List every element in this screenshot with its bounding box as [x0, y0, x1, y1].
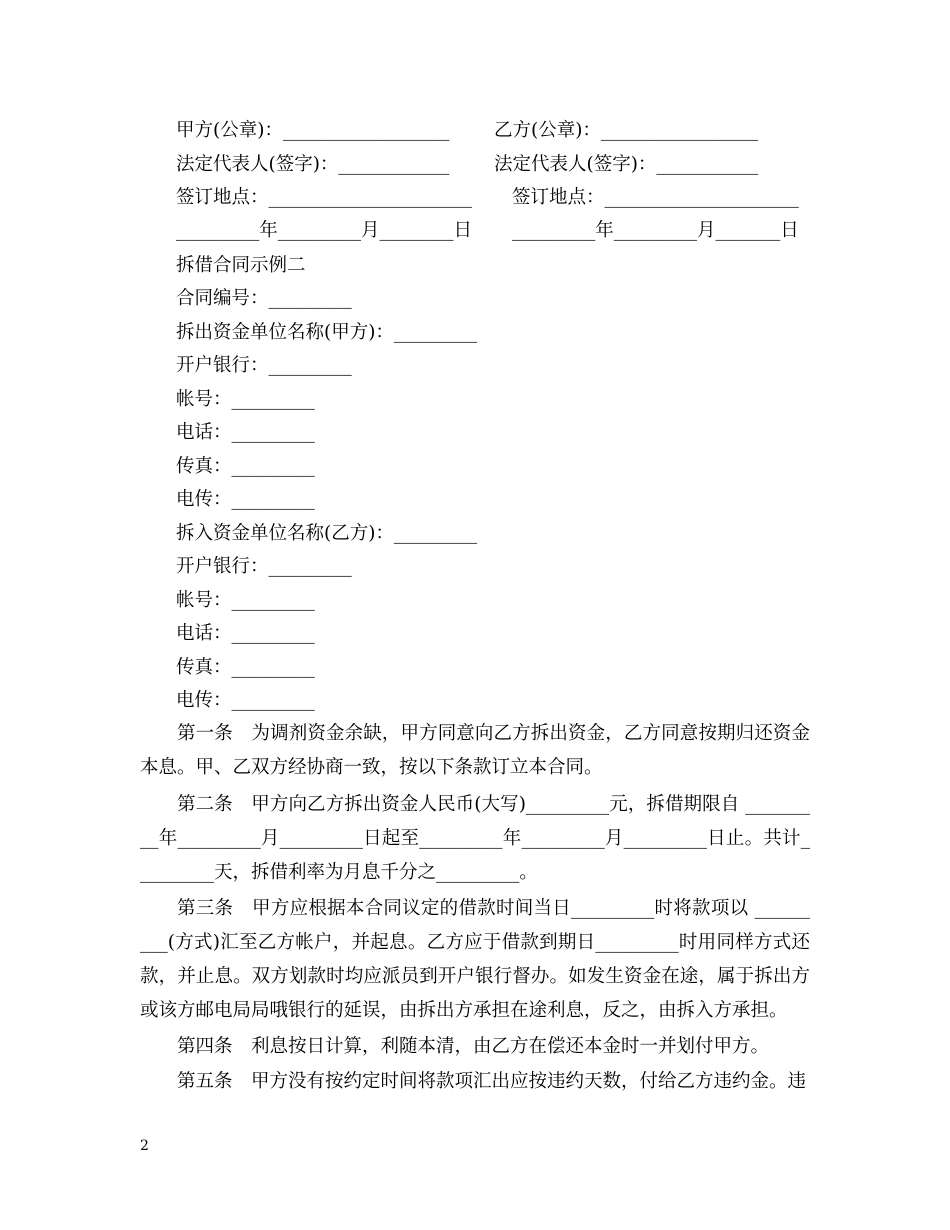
field-borrower-telex: 电传：_________	[176, 690, 315, 711]
party-a-representative-line: 法定代表人(签字)：____________	[176, 154, 450, 175]
contract-heading: 拆借合同示例二	[176, 255, 306, 276]
article-4: 第四条 利息按日计算，利随本清，由乙方在偿还本金时一并划付甲方。	[177, 1036, 770, 1057]
field-borrower-phone: 电话：_________	[176, 623, 315, 644]
field-borrower-account: 帐号：_________	[176, 590, 315, 611]
party-b-seal-line: 乙方(公章)：_________________	[494, 120, 759, 141]
field-lender-bank: 开户银行：_________	[176, 355, 352, 376]
field-lender-fax: 传真：_________	[176, 456, 315, 477]
party-a-date-line: _________年_________月________日	[176, 220, 473, 241]
field-borrower-name: 拆入资金单位名称(乙方)：_________	[176, 523, 478, 544]
field-lender-account: 帐号：_________	[176, 389, 315, 410]
field-lender-phone: 电话：_________	[176, 422, 315, 443]
article-5: 第五条 甲方没有按约定时间将款项汇出应按违约天数，付给乙方违约金。违	[177, 1071, 807, 1092]
party-b-representative-line: 法定代表人(签字)：___________	[494, 154, 759, 175]
field-contract-number: 合同编号：_________	[176, 288, 352, 309]
page-number: 2	[140, 1138, 149, 1154]
field-borrower-fax: 传真：_________	[176, 657, 315, 678]
party-a-seal-line: 甲方(公章)：__________________	[176, 120, 450, 141]
field-borrower-bank: 开户银行：_________	[176, 556, 352, 577]
party-a-signing-place-line: 签订地点：______________________	[176, 187, 473, 208]
party-b-signing-place-line: 签订地点：_____________________	[512, 187, 799, 208]
field-lender-name: 拆出资金单位名称(甲方)：_________	[176, 322, 478, 343]
field-lender-telex: 电传：_________	[176, 489, 315, 510]
party-b-date-line: _________年_________月_______日	[512, 220, 799, 241]
article-1: 第一条 为调剂资金余缺，甲方同意向乙方拆出资金，乙方同意按期归还资金本息。甲、乙双方经协商一致，按以下条款订立本合同。	[140, 723, 810, 778]
article-2: 第二条 甲方向乙方拆出资金人民币(大写)_________元，拆借期限自 _________年_________月_________日起至_________年_________月_________日止。共计_________天，拆借利率为月息千分之_________。	[140, 794, 810, 883]
article-3: 第三条 甲方应根据本合同议定的借款时间当日_________时将款项以 _________(方式)汇至乙方帐户，并起息。乙方应于借款到期日_________时用同样方式还款，并止息。双方划款时均应派员到开户银行督办。如发生资金在途，属于拆出方或该方邮电局局哦银行的延误，由拆出方承担在途利息，反之，由拆入方承担。	[140, 898, 810, 1021]
